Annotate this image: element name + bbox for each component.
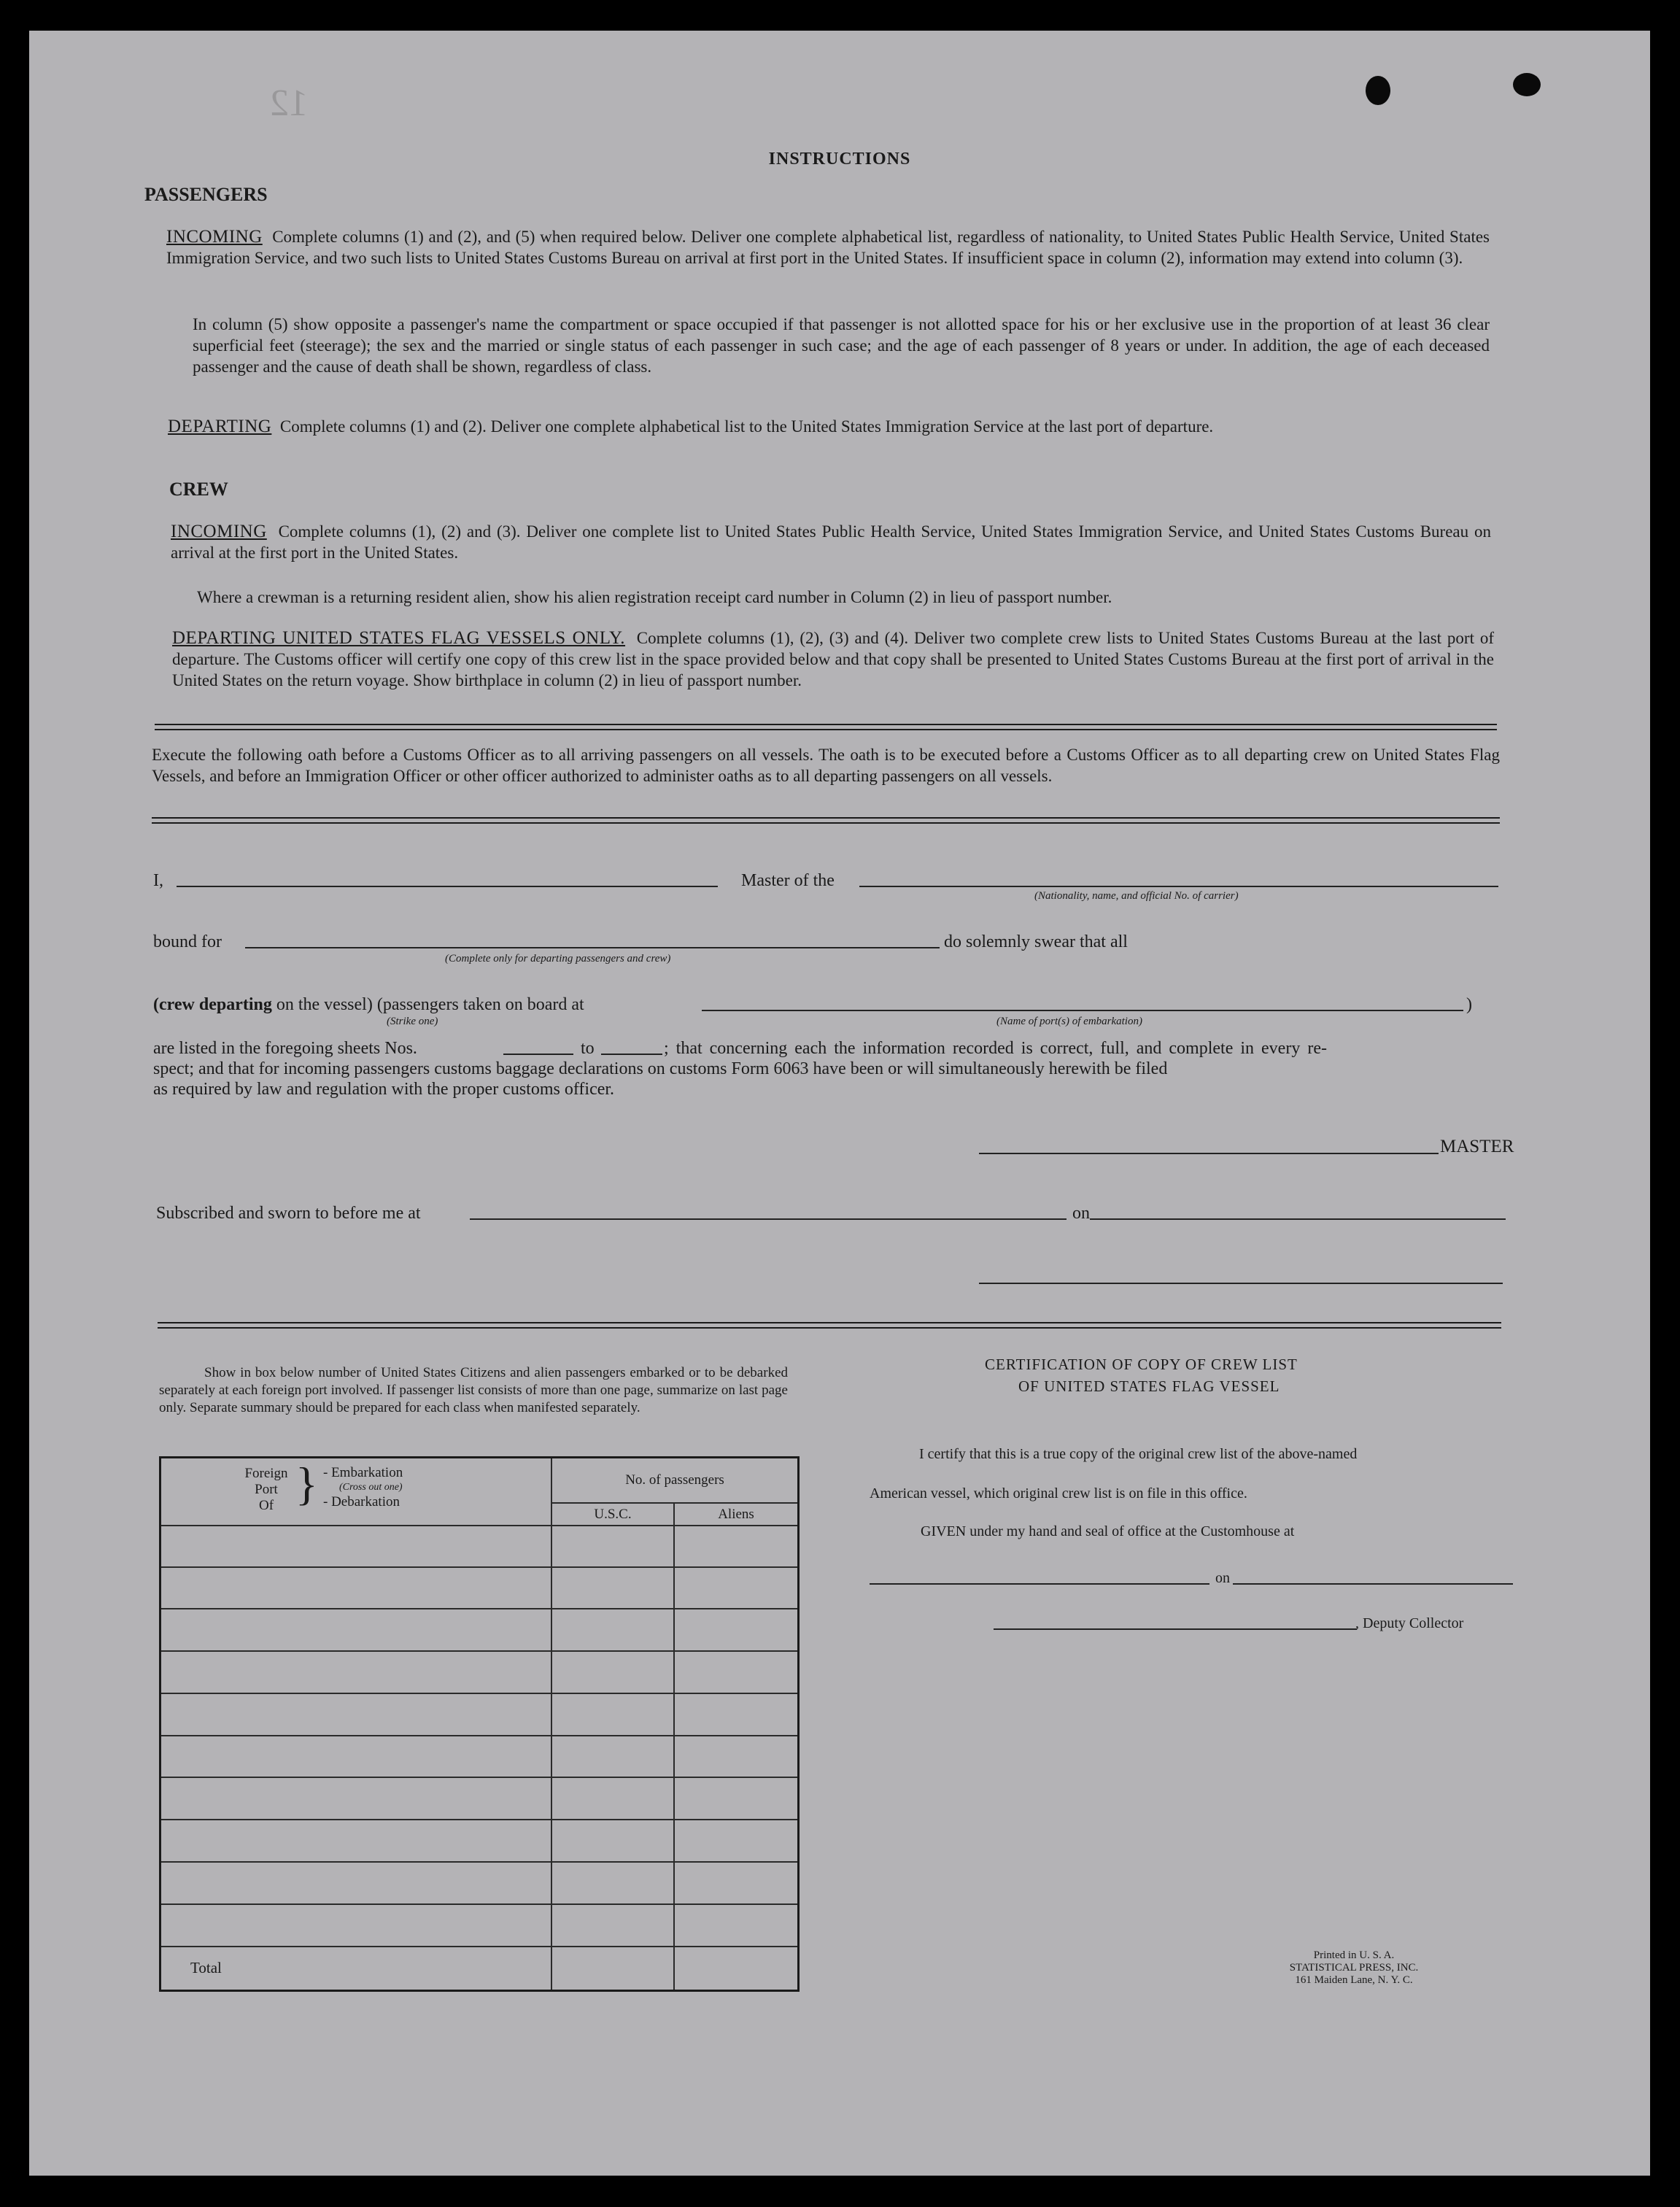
no-passengers-header: No. of passengers — [551, 1458, 799, 1504]
sworn-place-field[interactable] — [470, 1218, 1067, 1220]
aliens-cell[interactable] — [674, 1820, 799, 1862]
listed-rest-line2: spect; and that for incoming passengers customs baggage declarations on customs Form 6063 have been or will simultaneously herewith be filed — [153, 1059, 1168, 1078]
passengers-heading: PASSENGERS — [144, 184, 268, 205]
divider-lower — [158, 1322, 1501, 1329]
bound-for-label: bound for — [153, 932, 222, 951]
port-cell[interactable] — [160, 1651, 552, 1693]
usc-header: U.S.C. — [551, 1503, 674, 1525]
port-cell[interactable] — [160, 1526, 552, 1567]
passengers-column5-paragraph: In column (5) show opposite a passenger's name the compartment or space occupied if that passenger is not allotted space for his or her exclusive use in the proportion of at least 36 clear superficial feet (steerage); the sex and the married or single status of each passenger in such case; and the age of each passenger of 8 years or under. In addition, the age of each deceased passenger and the cause of death shall be shown, regardless of class. — [193, 315, 1490, 376]
debarkation-label: - Debarkation — [323, 1494, 400, 1510]
brace-icon: } — [295, 1458, 318, 1510]
usc-cell[interactable] — [551, 1736, 674, 1778]
total-label: Total — [160, 1947, 552, 1991]
port-cell[interactable] — [160, 1820, 552, 1862]
swear-label: do solemnly swear that all — [944, 932, 1128, 951]
on-vessel-text: on the vessel) — [276, 995, 373, 1014]
deputy-collector-label: , Deputy Collector — [1355, 1615, 1464, 1631]
usc-cell[interactable] — [551, 1651, 674, 1693]
deputy-signature-field[interactable] — [994, 1628, 1357, 1630]
certification-title-2: OF UNITED STATES FLAG VESSEL — [1018, 1377, 1280, 1395]
crew-heading: CREW — [169, 479, 228, 500]
usc-cell[interactable] — [551, 1567, 674, 1609]
table-row — [160, 1567, 799, 1609]
punch-hole-right — [1513, 73, 1541, 96]
col-port-foreign: Foreign — [244, 1466, 288, 1481]
passengers-incoming-paragraph — [166, 226, 1490, 268]
table-row — [160, 1609, 799, 1651]
passenger-summary-table — [159, 1456, 800, 1992]
crew-incoming-lead: INCOMING — [171, 522, 267, 541]
officer-signature-field[interactable] — [979, 1283, 1503, 1284]
faded-page-number: 12 — [270, 82, 308, 124]
port-cell[interactable] — [160, 1904, 552, 1947]
port-cell[interactable] — [160, 1736, 552, 1778]
listed-sheets-label: are listed in the foregoing sheets Nos. — [153, 1039, 417, 1058]
certification-on-label: on — [1215, 1570, 1230, 1586]
aliens-cell[interactable] — [674, 1736, 799, 1778]
certification-line-3: GIVEN under my hand and seal of office at the Customhouse at — [921, 1523, 1295, 1539]
usc-cell[interactable] — [551, 1609, 674, 1651]
col-port-port: Port — [255, 1482, 278, 1497]
embarkation-port-field[interactable] — [702, 1010, 1463, 1011]
vessel-clause — [153, 995, 584, 1015]
usc-cell[interactable] — [551, 1862, 674, 1904]
printer-imprint — [1244, 1949, 1463, 1987]
subscribed-label: Subscribed and sworn to before me at — [156, 1204, 421, 1223]
embarkation-label: - Embarkation — [323, 1465, 403, 1480]
aliens-header: Aliens — [674, 1503, 799, 1525]
form-sheet — [29, 31, 1650, 2176]
table-row — [160, 1736, 799, 1778]
aliens-cell[interactable] — [674, 1904, 799, 1947]
aliens-cell[interactable] — [674, 1526, 799, 1567]
oath-instruction: Execute the following oath before a Customs Officer as to all arriving passengers on all vessels. The oath is to be executed before a Customs Officer as to all departing crew on United States Flag Vessels, and before an Immigration Officer or other officer authorized to administer oaths as to all departing passengers on all vessels. — [152, 746, 1500, 785]
cross-out-note: (Cross out one) — [339, 1482, 403, 1493]
instructions-title: INSTRUCTIONS — [768, 150, 911, 169]
oath-i-label: I, — [153, 871, 163, 890]
port-cell[interactable] — [160, 1862, 552, 1904]
strike-note: (Strike one) — [387, 1016, 438, 1027]
to-label: to — [581, 1039, 595, 1058]
aliens-cell[interactable] — [674, 1777, 799, 1820]
passengers-taken-text: (passengers taken on board at — [376, 995, 584, 1014]
sworn-on-label: on — [1072, 1204, 1090, 1223]
summary-instructions: Show in box below number of United States Citizens and alien passengers embarked or to be debarked separately at each foreign port involved. If passenger list consists of more than one page, summarize on last page only. Separate summary should be prepared for each class when manifested separately. — [159, 1365, 788, 1415]
usc-total-cell[interactable] — [551, 1947, 674, 1991]
port-note: (Name of port(s) of embarkation) — [996, 1016, 1142, 1027]
divider-instructions — [155, 724, 1497, 730]
usc-cell[interactable] — [551, 1820, 674, 1862]
listed-rest-line3: as required by law and regulation with the proper customs officer. — [153, 1080, 615, 1099]
port-cell[interactable] — [160, 1777, 552, 1820]
punch-hole-left — [1366, 76, 1390, 105]
usc-cell[interactable] — [551, 1693, 674, 1736]
master-signature-field[interactable] — [979, 1153, 1439, 1154]
sworn-date-field[interactable] — [1090, 1218, 1506, 1220]
master-label: MASTER — [1440, 1137, 1514, 1156]
master-of-label: Master of the — [741, 871, 835, 890]
crew-departing-lead: DEPARTING UNITED STATES FLAG VESSELS ONLY. — [172, 628, 626, 648]
listed-rest-line1: ; that concerning each the information recorded is correct, full, and complete in every re- — [664, 1039, 1327, 1058]
certification-title-1: CERTIFICATION OF COPY OF CREW LIST — [985, 1356, 1298, 1373]
usc-cell[interactable] — [551, 1526, 674, 1567]
passengers-incoming-lead: INCOMING — [166, 227, 263, 247]
aliens-total-cell[interactable] — [674, 1947, 799, 1991]
certification-date-field[interactable] — [1233, 1583, 1513, 1585]
customhouse-field[interactable] — [870, 1583, 1209, 1585]
passengers-incoming-text: Complete columns (1) and (2), and (5) when required below. Deliver one complete alphabetical list, regardless of nationality, to United States Public Health Service, United States Immigration Service, and two such lists to United States Customs Bureau on arrival at first port in the United States. If insufficient space in column (2), information may extend into column (3). — [166, 228, 1490, 267]
imprint-line-2: STATISTICAL PRESS, INC. — [1289, 1962, 1419, 1974]
aliens-cell[interactable] — [674, 1693, 799, 1736]
aliens-cell[interactable] — [674, 1609, 799, 1651]
sheet-to-field[interactable] — [601, 1054, 662, 1055]
usc-cell[interactable] — [551, 1777, 674, 1820]
port-cell[interactable] — [160, 1609, 552, 1651]
bound-for-field[interactable] — [245, 947, 940, 948]
table-row — [160, 1693, 799, 1736]
port-cell[interactable] — [160, 1567, 552, 1609]
aliens-cell[interactable] — [674, 1567, 799, 1609]
carrier-note: (Nationality, name, and official No. of carrier) — [1034, 890, 1239, 902]
total-row — [160, 1947, 799, 1991]
passengers-departing-lead: DEPARTING — [168, 417, 272, 436]
table-row — [160, 1904, 799, 1947]
certification-line-1: I certify that this is a true copy of the original crew list of the above-named — [919, 1446, 1358, 1462]
usc-cell[interactable] — [551, 1904, 674, 1947]
table-row — [160, 1526, 799, 1567]
imprint-line-1: Printed in U. S. A. — [1313, 1949, 1395, 1961]
port-cell[interactable] — [160, 1693, 552, 1736]
passengers-departing-paragraph — [168, 416, 1490, 437]
col-port-of: Of — [258, 1498, 274, 1513]
close-paren: ) — [1466, 995, 1472, 1014]
crew-incoming-paragraph — [171, 521, 1491, 563]
crew-departing-bold: (crew departing — [153, 995, 272, 1014]
bound-for-note: (Complete only for departing passengers and crew) — [445, 953, 671, 965]
table-row — [160, 1862, 799, 1904]
master-name-field[interactable] — [177, 886, 718, 887]
imprint-line-3: 161 Maiden Lane, N. Y. C. — [1295, 1974, 1413, 1986]
crew-departing-paragraph — [172, 627, 1494, 691]
table-row — [160, 1777, 799, 1820]
aliens-cell[interactable] — [674, 1862, 799, 1904]
crew-alien-paragraph: Where a crewman is a returning resident alien, show his alien registration receipt card number in Column (2) in lieu of passport number. — [197, 588, 1112, 606]
port-header-cell — [160, 1458, 552, 1526]
passengers-departing-text: Complete columns (1) and (2). Deliver one complete alphabetical list to the United States Immigration Service at the last port of departure. — [279, 417, 1214, 436]
sheet-from-field[interactable] — [503, 1054, 573, 1055]
divider-oath — [152, 817, 1500, 824]
carrier-field[interactable] — [859, 886, 1498, 887]
crew-departing-text: Complete columns (1), (2), (3) and (4). Deliver two complete crew lists to United States Customs Bureau at the last port of departure. The Customs officer will certify one copy of this crew list in the space provided below and that copy shall be presented to United States Customs Bureau at the first port of arrival in the United States on the return voyage. Show birthplace in column (2) in lieu of passport number. — [172, 629, 1494, 689]
certification-line-2: American vessel, which original crew list is on file in this office. — [870, 1485, 1247, 1501]
aliens-cell[interactable] — [674, 1651, 799, 1693]
table-row — [160, 1820, 799, 1862]
table-row — [160, 1651, 799, 1693]
crew-incoming-text: Complete columns (1), (2) and (3). Deliver one complete list to United States Public Health Service, United States Immigration Service, and United States Customs Bureau on arrival at the first port in the United States. — [171, 522, 1491, 562]
